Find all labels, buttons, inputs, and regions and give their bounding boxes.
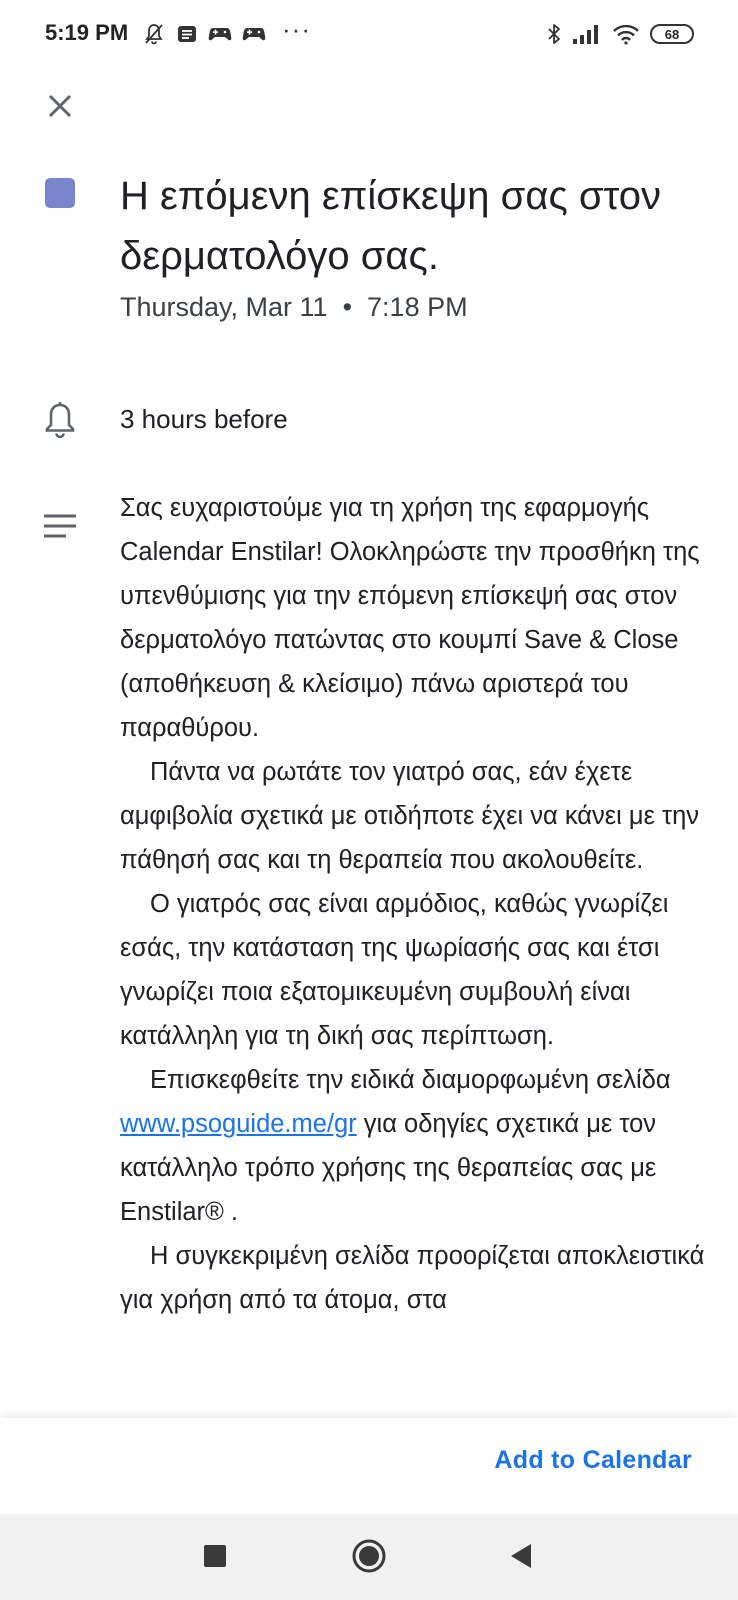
add-to-calendar-button[interactable]: Add to Calendar [494,1446,692,1474]
back-triangle-icon [509,1543,533,1574]
psoguide-link[interactable]: www.psoguide.me/gr [120,1110,357,1138]
home-circle-icon [351,1538,387,1579]
game-controller-icon [242,24,266,44]
status-system-icons [546,20,694,48]
description-paragraph: Πάντα να ρωτάτε τον γιατρό σας, εάν έχετε αμφιβολία σχετικά με οτιδήποτε έχει να κάνει με την πάθησή σας και τη θεραπεία που ακολουθείτε. [120,758,707,874]
status-bar [0,0,738,68]
description-paragraph: Ο γιατρός σας είναι αρμόδιος, καθώς γνωρίζει εσάς, την κατάσταση της ψωρίασής σας και έτσι γνωρίζει ποια εξατομικευμένη συμβουλή είναι κατάλληλη για τη δική σας περίπτωση. [120,890,676,1050]
event-color-indicator [45,178,75,208]
battery-indicator: 68 [650,24,694,44]
description-paragraph: Σας ευχαριστούμε για τη χρήση της εφαρμογής Calendar Enstilar! Ολοκληρώστε την προσθήκη της υπενθύμισης για την επόμενη επίσκεψή σας στον δερματολόγο πατώντας στο κουμπί Save & Close (αποθήκευση & κλείσιμο) πάνω αριστερά του παραθύρου. [120,494,707,742]
status-notification-icons [142,20,266,48]
recents-button[interactable] [193,1536,237,1580]
game-controller-icon [208,24,232,44]
notes-icon [42,512,78,547]
bluetooth-icon [546,22,562,46]
notification-list-icon [176,23,198,45]
back-button[interactable] [499,1536,543,1580]
more-notifications-indicator: ··· [282,14,311,44]
event-description [120,486,720,1406]
status-time: 5:19 PM [45,20,129,45]
recents-square-icon [203,1544,227,1573]
description-text: για οδηγίες σχετικά με τον κατάλληλο τρόπο χρήσης της θεραπείας σας με Enstilar® . [120,1110,664,1226]
event-title: Η επόμενη επίσκεψη σας στον δερματολόγο σας. [120,174,661,278]
home-button[interactable] [347,1536,391,1580]
event-date-time: Thursday, Mar 11 • 7:18 PM [120,292,468,322]
bottom-action-bar [0,1418,738,1514]
close-button[interactable] [40,88,80,128]
description-paragraph: Η συγκεκριμένη σελίδα προορίζεται αποκλειστικά για χρήση από τα άτομα, στα [120,1242,712,1314]
mute-bell-icon [142,22,166,46]
description-text: Επισκεφθείτε την ειδικά διαμορφωμένη σελίδα [150,1066,678,1094]
wifi-icon [612,23,640,45]
close-icon [46,92,74,125]
signal-icon [572,23,602,45]
reminder-text: 3 hours before [120,404,288,434]
description-paragraph [120,1058,720,1234]
navigation-bar [0,1514,738,1600]
bell-icon [42,400,78,445]
